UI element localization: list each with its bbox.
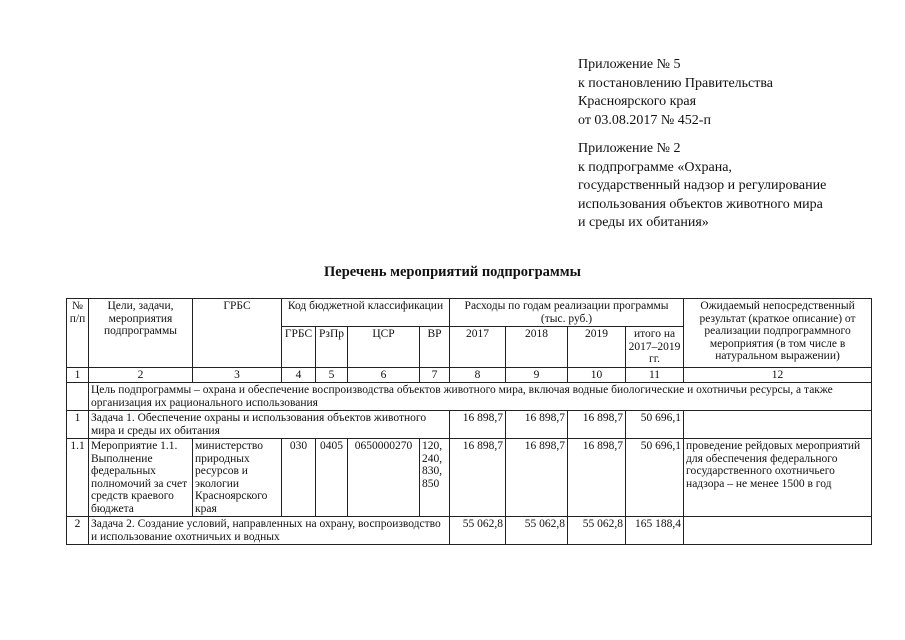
- column-number: 10: [568, 367, 626, 383]
- task1-text: Задача 1. Обеспечение охраны и использования объектов животного мира и среды их обитания: [89, 411, 450, 439]
- task2-2019: 55 062,8: [568, 517, 626, 545]
- column-number: 8: [450, 367, 506, 383]
- header-kbk-vr: ВР: [420, 327, 450, 368]
- task1-total: 50 696,1: [626, 411, 684, 439]
- table-header-row: [67, 299, 872, 327]
- header-total: итого на 2017–2019 гг.: [626, 327, 684, 368]
- task2-text: Задача 2. Создание условий, направленных на охрану, воспроизводство и использование охотничьих и водных: [89, 517, 450, 545]
- activity11-result: проведение рейдовых мероприятий для обеспечения федерального государственного охотничьего надзора – не менее 1500 в год: [684, 439, 872, 517]
- activity11-total: 50 696,1: [626, 439, 684, 517]
- header-num: № п/п: [67, 299, 89, 368]
- header-grbs: ГРБС: [193, 299, 282, 368]
- task1-num: 1: [67, 411, 89, 439]
- column-number: 6: [348, 367, 420, 383]
- header-kbk-rzpr: РзПр: [316, 327, 348, 368]
- goal-row: [67, 383, 872, 411]
- task2-2018: 55 062,8: [506, 517, 568, 545]
- column-number: 5: [316, 367, 348, 383]
- activity11-text: Мероприятие 1.1. Выполнение федеральных полномочий за счет средств краевого бюджета: [89, 439, 193, 517]
- appendix-line: Приложение № 2: [578, 141, 681, 156]
- activity11-vr: 120, 240, 830, 850: [420, 439, 450, 517]
- column-number: 9: [506, 367, 568, 383]
- activity11-csr: 0650000270: [348, 439, 420, 517]
- column-number-row: [67, 367, 872, 383]
- column-number: 1: [67, 367, 89, 383]
- task2-total: 165 188,4: [626, 517, 684, 545]
- header-kbk-grbs: ГРБС: [282, 327, 316, 368]
- appendix-line: к постановлению Правительства: [578, 75, 774, 91]
- header-kbk: Код бюджетной классификации: [282, 299, 450, 327]
- appendix-line: от 03.08.2017 № 452-п: [578, 112, 711, 128]
- appendix-line: государственный надзор и регулирование: [578, 178, 827, 193]
- activity11-grbs: министерство природных ресурсов и экологии Красноярского края: [193, 439, 282, 517]
- document-title: Перечень мероприятий подпрограммы: [324, 264, 581, 280]
- activity11-rzpr: 0405: [316, 439, 348, 517]
- task1-2019: 16 898,7: [568, 411, 626, 439]
- task2-row: [67, 517, 872, 545]
- task1-2018: 16 898,7: [506, 411, 568, 439]
- activity11-2017: 16 898,7: [450, 439, 506, 517]
- appendix-block-1: [578, 56, 773, 130]
- column-number: 2: [89, 367, 193, 383]
- column-number: 7: [420, 367, 450, 383]
- activities-table: [66, 298, 872, 545]
- column-number: 4: [282, 367, 316, 383]
- appendix-line: Приложение № 5: [578, 57, 681, 72]
- appendix-block-2: [578, 140, 826, 233]
- header-2018: 2018: [506, 327, 568, 368]
- activity11-kbk-grbs: 030: [282, 439, 316, 517]
- header-2019: 2019: [568, 327, 626, 368]
- appendix-line: и среды их обитания»: [578, 215, 709, 230]
- header-result: Ожидаемый непосредственный результат (краткое описание) от реализации подпрограммного мероприятия (в том числе в натуральном выражении): [684, 299, 872, 368]
- goal-text: Цель подпрограммы – охрана и обеспечение воспроизводства объектов животного мира, включая водные биологические и охотничьи ресурсы, а также организация их рационального использования: [89, 383, 872, 411]
- activity11-2019: 16 898,7: [568, 439, 626, 517]
- activity11-row: [67, 439, 872, 517]
- activity11-2018: 16 898,7: [506, 439, 568, 517]
- column-number: 11: [626, 367, 684, 383]
- task2-num: 2: [67, 517, 89, 545]
- header-goals: Цели, задачи, мероприятия подпрограммы: [89, 299, 193, 368]
- appendix-line: использования объектов животного мира: [578, 196, 823, 212]
- column-number: 12: [684, 367, 872, 383]
- appendix-line: к подпрограмме «Охрана,: [578, 159, 732, 175]
- task2-2017: 55 062,8: [450, 517, 506, 545]
- header-kbk-csr: ЦСР: [348, 327, 420, 368]
- header-2017: 2017: [450, 327, 506, 368]
- appendix-line: Красноярского края: [578, 94, 697, 109]
- task1-row: [67, 411, 872, 439]
- task1-2017: 16 898,7: [450, 411, 506, 439]
- column-number: 3: [193, 367, 282, 383]
- activity11-num: 1.1: [67, 439, 89, 517]
- header-expenses: Расходы по годам реализации программы (тыс. руб.): [450, 299, 684, 327]
